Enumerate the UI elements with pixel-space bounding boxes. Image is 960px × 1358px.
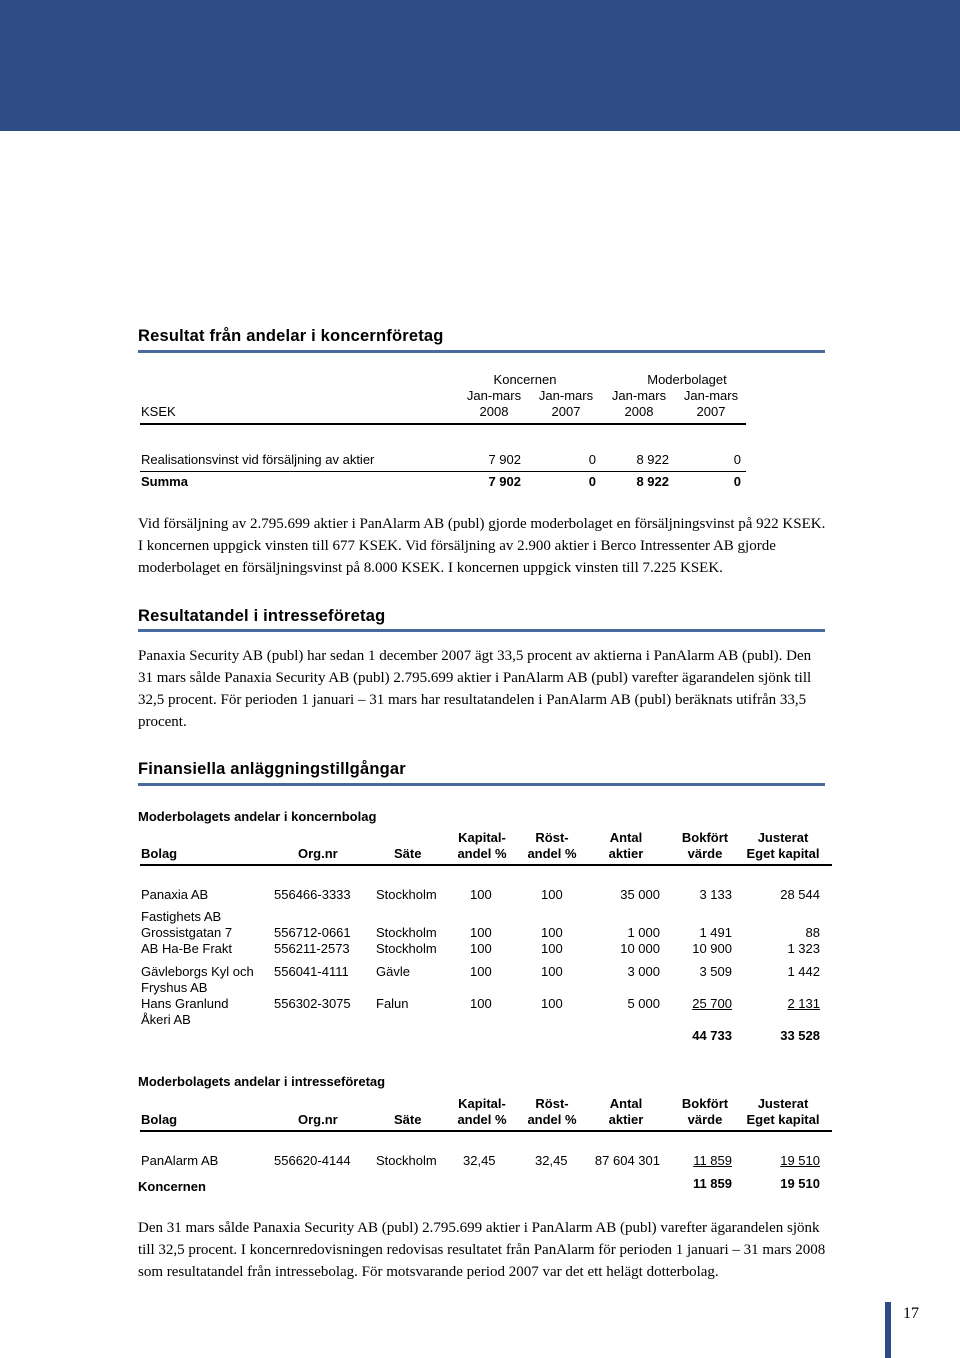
page-number: 17 [903, 1305, 919, 1322]
col3-year: 2008 [624, 404, 654, 419]
header-just: Eget kapital [746, 1112, 820, 1127]
cell-bolag: AB Ha-Be Frakt [141, 941, 233, 956]
header-koncernen: Koncernen [493, 372, 557, 387]
unit-label: KSEK [141, 404, 176, 419]
cell-antal: 35 000 [620, 887, 660, 902]
section-title-finansiella: Finansiella anläggningstillgångar [138, 760, 406, 778]
cell-sate: Falun [376, 996, 409, 1011]
cell-bok: 1 491 [699, 925, 732, 940]
cell-kap: 100 [470, 996, 492, 1011]
section-title-resultat-koncernforetag: Resultat från andelar i koncernföretag [138, 327, 444, 345]
header-bok: värde [687, 846, 723, 861]
col4-year: 2007 [696, 404, 726, 419]
header-antal: aktier [608, 1112, 644, 1127]
header-bok: Bokfört [681, 830, 729, 845]
header-divider [140, 1130, 832, 1132]
paragraph-text: Den 31 mars sålde Panaxia Security AB (publ) 2.795.699 aktier i PanAlarm AB (publ) varefter ägarandelen sjönk till 32,5 procent. I koncernredovisningen redovisas resultatet från PanAlarm för perioden 1 januari – 31 mars 2008 som resultatandel från intressebolag. För motsvarande period 2007 var det ett helägt dotterbolag. [138, 1220, 826, 1280]
cell-kap: 100 [470, 887, 492, 902]
col1-year: 2008 [479, 404, 509, 419]
cell-orgnr: 556302-3075 [274, 996, 351, 1011]
header-bok: värde [687, 1112, 723, 1127]
summa-value: 0 [733, 474, 741, 489]
cell-antal: 5 000 [627, 996, 660, 1011]
cell-antal: 1 000 [627, 925, 660, 940]
cell-kap: 100 [470, 964, 492, 979]
header-kap: andel % [457, 846, 507, 861]
cell-rost: 100 [541, 941, 563, 956]
total-label: Koncernen [138, 1179, 206, 1194]
header-just: Eget kapital [746, 846, 820, 861]
header-bolag: Bolag [141, 846, 178, 861]
header-just: Justerat [757, 1096, 809, 1111]
cell-bok: 10 900 [692, 941, 732, 956]
finansiella-paragraph [138, 1217, 828, 1283]
cell-bok: 11 859 [693, 1153, 732, 1168]
header-bolag: Bolag [141, 1112, 178, 1127]
paragraph-text: Panaxia Security AB (publ) har sedan 1 december 2007 ägt 33,5 procent av aktierna i PanAlarm AB (publ). Den 31 mars sålde Panaxia Security AB (publ) 2.795.699 aktier i PanAlarm AB (publ) varefter ägarandelen sjönk till 32,5 procent. För perioden 1 januari – 31 mars har resultatandelen i PanAlarm AB (publ) beräknats utifrån 33,5 procent. [138, 648, 812, 730]
row-label: Realisationsvinst vid försäljning av aktier [141, 452, 375, 467]
row-value: 7 902 [488, 452, 521, 467]
total-just: 19 510 [780, 1176, 820, 1191]
paragraph-text: Vid försäljning av 2.795.699 aktier i PanAlarm AB (publ) gjorde moderbolaget en försäljningsvinst på 922 KSEK. I koncernen uppgick vinsten till 677 KSEK. Vid försäljning av 2.900 aktier i Berco Intressenter AB gjorde moderbolaget en försäljningsvinst på 8.000 KSEK. I koncernen uppgick vinsten till 7.225 KSEK. [138, 516, 826, 576]
header-sate: Säte [394, 846, 422, 861]
cell-kap: 32,45 [463, 1153, 496, 1168]
header-antal: aktier [608, 846, 644, 861]
header-moderbolaget: Moderbolaget [647, 372, 727, 387]
cell-bok: 25 700 [692, 996, 732, 1011]
header-divider [140, 864, 832, 866]
cell-kap: 100 [470, 925, 492, 940]
header-rost: andel % [527, 846, 577, 861]
header-kap: andel % [457, 1112, 507, 1127]
cell-rost: 100 [541, 964, 563, 979]
cell-just: 1 323 [787, 941, 820, 956]
row-value: 0 [733, 452, 741, 467]
cell-sate: Gävle [376, 964, 410, 979]
section-title-resultatandel: Resultatandel i intresseföretag [138, 607, 386, 625]
cell-bolag: PanAlarm AB [141, 1153, 219, 1168]
table-title: Moderbolagets andelar i koncernbolag [138, 809, 377, 824]
total-bok: 11 859 [692, 1176, 732, 1191]
cell-kap: 100 [470, 941, 492, 956]
row-value: 8 922 [636, 452, 669, 467]
section-rule [138, 629, 825, 632]
cell-bolag: Fastighets AB [141, 909, 222, 924]
summa-value: 8 922 [636, 474, 669, 489]
col3-header: Jan-mars [611, 388, 667, 403]
header-kap: Kapital- [458, 830, 506, 845]
header-divider [140, 423, 746, 425]
cell-bolag: Hans Granlund [141, 996, 229, 1011]
header-rost: Röst- [535, 830, 569, 845]
header-banner [0, 0, 960, 131]
section-rule [138, 350, 825, 353]
cell-orgnr: 556041-4111 [274, 964, 349, 979]
cell-just: 2 131 [787, 996, 820, 1011]
cell-rost: 32,45 [535, 1153, 568, 1168]
cell-orgnr: 556211-2573 [274, 941, 350, 956]
cell-sate: Stockholm [376, 925, 437, 940]
cell-bok: 3 509 [699, 964, 732, 979]
cell-sate: Stockholm [376, 887, 437, 902]
cell-antal: 3 000 [627, 964, 660, 979]
total-just: 33 528 [780, 1028, 820, 1043]
table-title: Moderbolagets andelar i intresseföretag [138, 1074, 386, 1089]
cell-just: 28 544 [780, 887, 820, 902]
cell-sate: Stockholm [376, 941, 437, 956]
col4-header: Jan-mars [683, 388, 739, 403]
cell-bolag: Gävleborgs Kyl och [141, 964, 254, 979]
col2-year: 2007 [551, 404, 581, 419]
cell-orgnr: 556466-3333 [274, 887, 351, 902]
header-orgnr: Org.nr [298, 1112, 338, 1127]
koncernforetag-paragraph [138, 513, 828, 579]
col2-header: Jan-mars [538, 388, 594, 403]
cell-antal: 87 604 301 [594, 1153, 660, 1168]
cell-just: 88 [805, 925, 820, 940]
cell-just: 19 510 [780, 1153, 820, 1168]
header-antal: Antal [609, 830, 643, 845]
total-bok: 44 733 [692, 1028, 732, 1043]
header-rost: andel % [527, 1112, 577, 1127]
cell-orgnr: 556620-4144 [274, 1153, 351, 1168]
row-value: 0 [588, 452, 596, 467]
header-kap: Kapital- [458, 1096, 506, 1111]
header-orgnr: Org.nr [298, 846, 338, 861]
cell-bolag: Grossistgatan 7 [141, 925, 233, 940]
resultatandel-paragraph [138, 645, 828, 733]
col1-header: Jan-mars [466, 388, 522, 403]
row-divider [140, 471, 746, 472]
section-rule [138, 783, 825, 786]
cell-just: 1 442 [787, 964, 820, 979]
header-antal: Antal [609, 1096, 643, 1111]
cell-sate: Stockholm [376, 1153, 437, 1168]
summa-label: Summa [141, 474, 188, 489]
header-sate: Säte [394, 1112, 422, 1127]
header-rost: Röst- [535, 1096, 569, 1111]
header-bok: Bokfört [681, 1096, 729, 1111]
summa-value: 7 902 [488, 474, 521, 489]
cell-bolag: Fryshus AB [141, 980, 208, 995]
cell-bok: 3 133 [699, 887, 732, 902]
cell-rost: 100 [541, 887, 563, 902]
cell-rost: 100 [541, 996, 563, 1011]
cell-bolag: Panaxia AB [141, 887, 209, 902]
header-just: Justerat [757, 830, 809, 845]
cell-bolag: Åkeri AB [141, 1012, 191, 1027]
cell-rost: 100 [541, 925, 563, 940]
cell-orgnr: 556712-0661 [274, 925, 351, 940]
summa-value: 0 [588, 474, 596, 489]
cell-antal: 10 000 [620, 941, 660, 956]
page-marker-bar [885, 1302, 891, 1358]
